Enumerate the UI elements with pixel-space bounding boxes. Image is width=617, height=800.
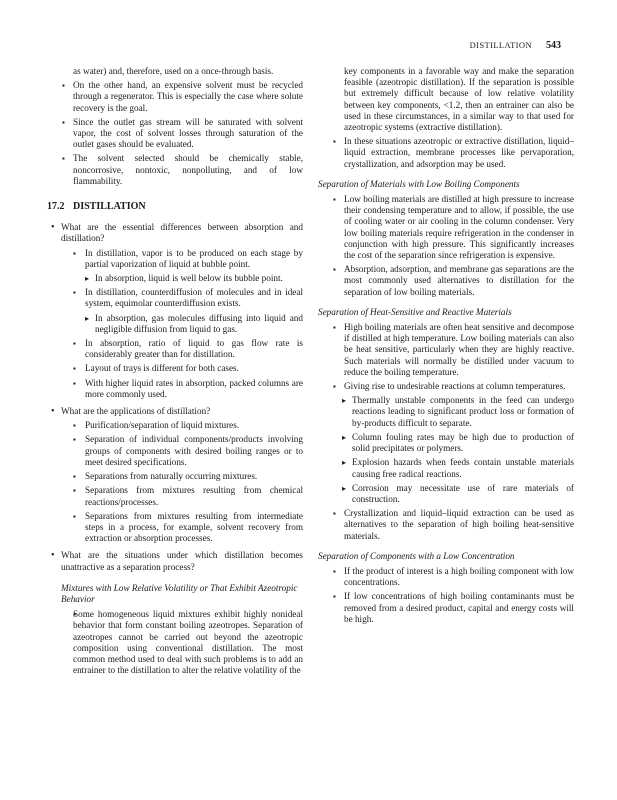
section-number: 17.2: [47, 201, 65, 213]
list-item: ▪ Separations from mixtures resulting from intermediate steps in a process, for example, solvent recovery from extraction or absorption processes.: [47, 511, 303, 545]
list-item: ▪ If the product of interest is a high boiling component with low concentrations.: [318, 566, 574, 588]
section-heading: [47, 201, 303, 212]
list-item: ▪ In absorption, ratio of liquid to gas flow rate is considerably greater than for distillation.: [47, 338, 303, 360]
subheading: Separation of Materials with Low Boiling Components: [318, 178, 520, 189]
sub-list-item: ▸ Corrosion may necessitate use of rare materials of construction.: [318, 483, 574, 505]
sub-list-item: ▸ Thermally unstable components in the feed can undergo reactions leading to significant product loss or formation of by-products difficult to separate.: [318, 395, 574, 429]
list-item: ▪ Separations from naturally occurring mixtures.: [47, 471, 303, 482]
sub-list-item: ▸ Explosion hazards when feeds contain unstable materials causing free radical reactions.: [318, 457, 574, 479]
list-item: ▪ Crystallization and liquid–liquid extraction can be used as alternatives to the separation of high boiling heat-sensitive materials.: [318, 508, 574, 542]
question: • What are the essential differences between absorption and distillation?: [47, 222, 303, 244]
left-column: [47, 66, 303, 679]
list-item: ▪ On the other hand, an expensive solvent must be recycled through a regenerator. This is especially the case where solute recovery is the goal.: [47, 80, 303, 114]
list-item: ▪ The solvent selected should be chemically stable, noncorrosive, nontoxic, nonpolluting, and of low flammability.: [47, 153, 303, 187]
running-head: [470, 40, 561, 51]
sub-list-item: ▸ Column fouling rates may be high due to production of solid precipitates or polymers.: [318, 432, 574, 454]
subheading: Separation of Heat-Sensitive and Reactive Materials: [318, 306, 512, 317]
list-item: ▪ In these situations azeotropic or extractive distillation, liquid–liquid extraction, membrane processes like pervaporation, crystallization, and adsorption may be used.: [318, 136, 574, 170]
sub-list-item: ▸ In absorption, liquid is well below its bubble point.: [47, 273, 303, 284]
page-number: 543: [546, 40, 561, 51]
right-column: [318, 66, 574, 628]
list-item: ▪ Layout of trays is different for both cases.: [47, 363, 303, 374]
running-head-title: DISTILLATION: [469, 40, 532, 50]
continuation-text: key components in a favorable way and make the separation feasible (azeotropic distillation). If the separation is possible but extremely difficult because of low relative volatility between key components, <1.2, then an entrainer can also be used in these circumstances, in a similar way to that used for azeotropic systems (extractive distillation).: [344, 66, 574, 133]
continuation-text: as water) and, therefore, used on a once-through basis.: [73, 66, 274, 76]
list-item: ▪ Purification/separation of liquid mixtures.: [47, 420, 303, 431]
list-item: ▪ In distillation, counterdiffusion of molecules and in ideal system, equimolar counterdiffusion exists.: [47, 287, 303, 309]
list-item: ▪ If low concentrations of high boiling contaminants must be removed from a desired product, capital and energy costs will be high.: [318, 591, 574, 625]
list-item: ▪ With higher liquid rates in absorption, packed columns are more commonly used.: [47, 378, 303, 400]
list-item: ▪ Since the outlet gas stream will be saturated with solvent vapor, the cost of solvent losses through saturation of the outlet gases should be evaluated.: [47, 117, 303, 151]
question: • What are the situations under which distillation becomes unattractive as a separation process?: [47, 550, 303, 572]
list-item: ▪ Separations from mixtures resulting from chemical reactions/processes.: [47, 485, 303, 507]
subheading: Separation of Components with a Low Concentration: [318, 550, 515, 561]
list-item: ▪ Low boiling materials are distilled at high pressure to increase their condensing temperature and to allow, if possible, the use of cooling water or air cooling in the column condenser. Very low boiling materials require refrigeration in the condenser in conjunction with high pressure. This significantly increases the cost of the separation since refrigeration is expensive.: [318, 194, 574, 261]
question: • What are the applications of distillation?: [47, 406, 303, 417]
list-item: ▪ Separation of individual components/products involving groups of components with desired boiling ranges or to meet desired specifications.: [47, 434, 303, 468]
list-item: ▪ Some homogeneous liquid mixtures exhibit highly nonideal behavior that form constant boiling azeotropes. Separation of azeotropes cannot be carried out beyond the azeotropic composition using conventional distillation. The most common method used to deal with such problems is to add an entrainer to the distillation to alter the relative volatility of the: [47, 609, 303, 676]
list-item: ▪ High boiling materials are often heat sensitive and decompose if distilled at high temperature. Low boiling materials can also be heat sensitive, particularly when they are highly reactive. Such materials will normally be distilled under vacuum to reduce the boiling temperature.: [318, 322, 574, 378]
list-item: ▪ In distillation, vapor is to be produced on each stage by partial vaporization of liquid at bubble point.: [47, 248, 303, 270]
list-item: ▪ Giving rise to undesirable reactions at column temperatures.: [318, 381, 574, 392]
list-item: ▪ Absorption, adsorption, and membrane gas separations are the most commonly used alternatives to distillation for the separation of low boiling materials.: [318, 264, 574, 298]
subheading: Mixtures with Low Relative Volatility or That Exhibit Azeotropic Behavior: [61, 582, 298, 604]
sub-list-item: ▸ In absorption, gas molecules diffusing into liquid and negligible diffusion from liquid to gas.: [47, 313, 303, 335]
section-title: DISTILLATION: [73, 201, 146, 213]
